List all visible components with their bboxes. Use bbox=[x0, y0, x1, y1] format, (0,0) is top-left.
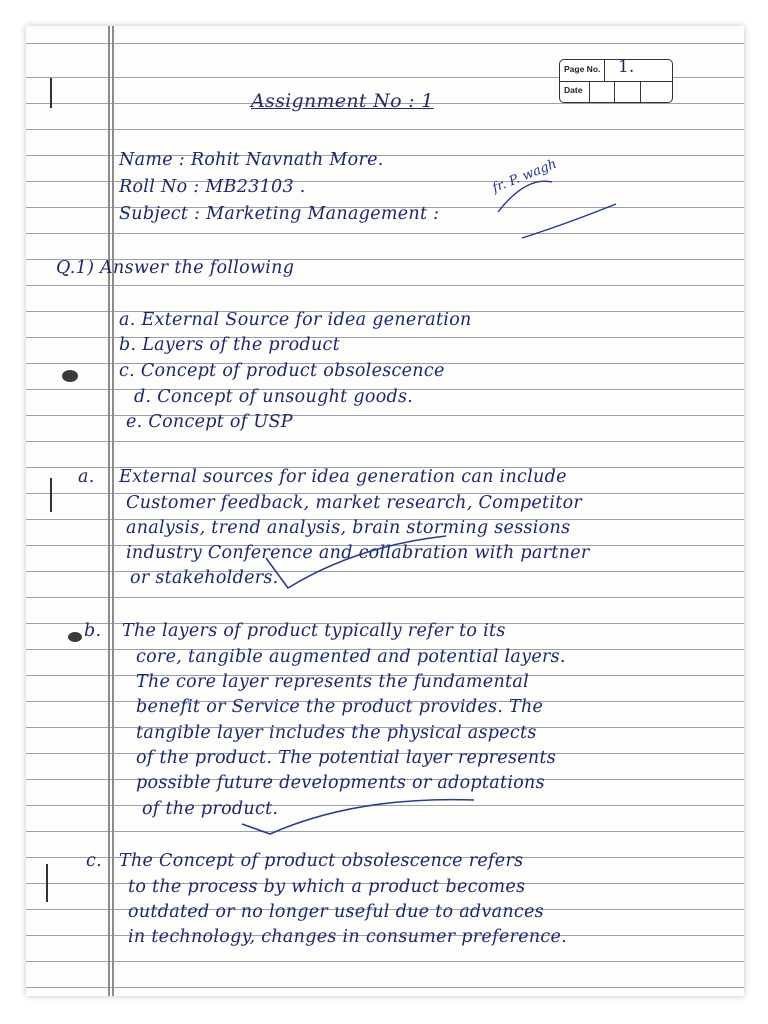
question-item: a. External Source for idea generation bbox=[119, 310, 472, 330]
check-mark-icon bbox=[242, 800, 474, 834]
answer-line: in technology, changes in consumer preference. bbox=[128, 927, 568, 947]
subject: Subject : Marketing Management : bbox=[119, 204, 440, 224]
answer-line: analysis, trend analysis, brain storming sessions bbox=[126, 518, 571, 538]
question-item: e. Concept of USP bbox=[126, 412, 293, 432]
signature-stroke bbox=[498, 181, 552, 212]
answer-line: industry Conference and collabration with partner bbox=[126, 543, 590, 563]
notebook-page bbox=[26, 26, 744, 996]
question-item: d. Concept of unsought goods. bbox=[134, 387, 414, 407]
answer-line: External sources for idea generation can include bbox=[119, 467, 567, 487]
answer-line: core, tangible augmented and potential layers. bbox=[136, 647, 566, 667]
date-label: Date bbox=[564, 85, 583, 95]
assignment-title: Assignment No : 1 bbox=[251, 90, 434, 112]
teacher-check-marks bbox=[26, 26, 744, 996]
roll-number: Roll No : MB23103 . bbox=[119, 177, 306, 197]
question-item: c. Concept of product obsolescence bbox=[119, 361, 445, 381]
student-name: Name : Rohit Navnath More. bbox=[119, 150, 384, 170]
answer-line: or stakeholders. bbox=[130, 568, 279, 588]
check-mark-icon bbox=[266, 536, 446, 588]
answer-line: of the product. bbox=[142, 799, 279, 819]
answer-line: possible future developments or adoptations bbox=[136, 773, 545, 793]
answer-line: The layers of product typically refer to its bbox=[122, 621, 506, 641]
question-item: b. Layers of the product bbox=[119, 335, 340, 355]
question-heading: Q.1) Answer the following bbox=[56, 258, 295, 278]
page-no-label: Page No. bbox=[564, 64, 601, 74]
signature-underline bbox=[522, 204, 616, 238]
page-no-value: 1. bbox=[618, 57, 635, 77]
answer-line: to the process by which a product becomes bbox=[128, 877, 526, 897]
answer-b-label: b. bbox=[84, 621, 102, 641]
answer-line: outdated or no longer useful due to advances bbox=[128, 902, 544, 922]
teacher-signature: fr. P. wagh bbox=[490, 156, 559, 196]
answer-line: benefit or Service the product provides. The bbox=[136, 697, 544, 717]
answer-line: tangible layer includes the physical aspects bbox=[136, 723, 537, 743]
answer-a-label: a. bbox=[78, 467, 95, 487]
answer-line: The Concept of product obsolescence refers bbox=[119, 851, 524, 871]
answer-line: The core layer represents the fundamental bbox=[136, 672, 529, 692]
answer-c-label: c. bbox=[86, 851, 102, 871]
answer-line: of the product. The potential layer represents bbox=[136, 748, 557, 768]
answer-line: Customer feedback, market research, Competitor bbox=[126, 493, 583, 513]
